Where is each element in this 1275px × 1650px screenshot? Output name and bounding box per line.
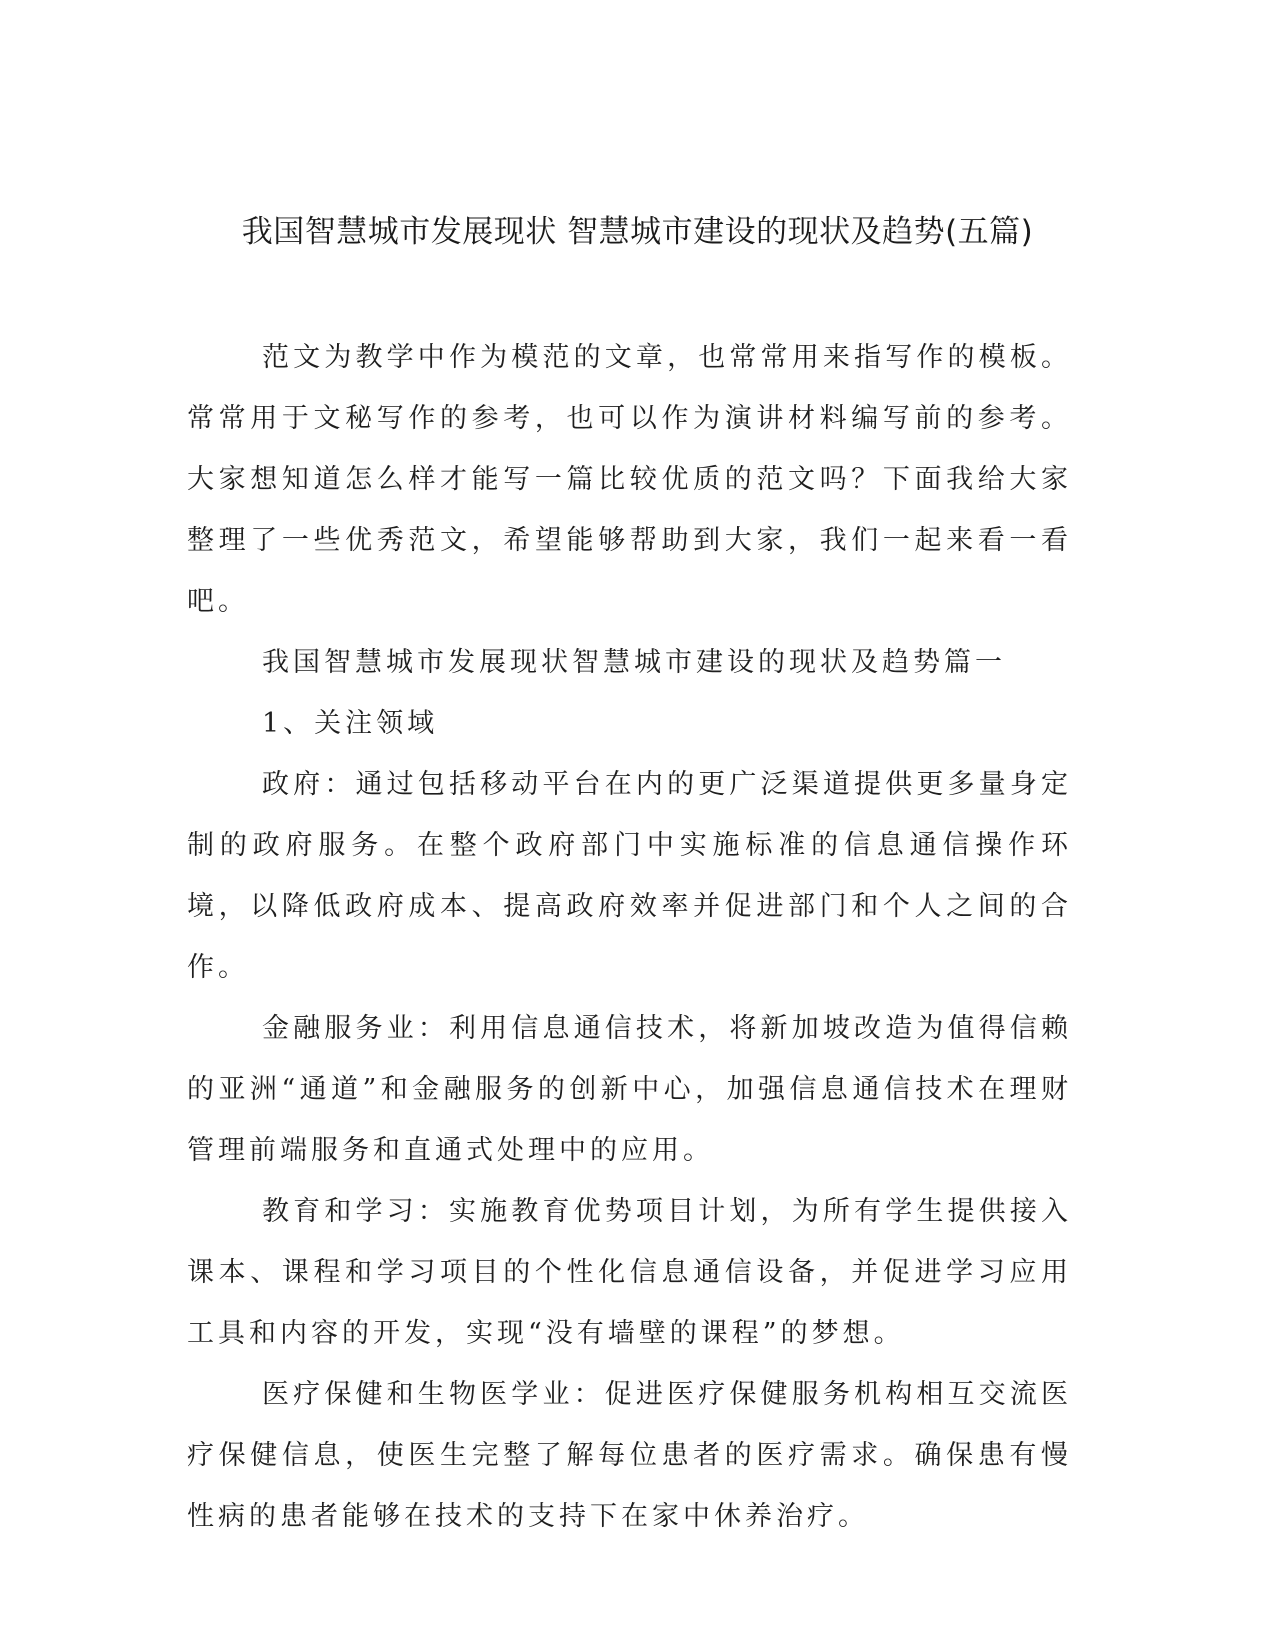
subsection-heading: 1、关注领域 [262, 708, 439, 739]
document-title: 我国智慧城市发展现状 智慧城市建设的现状及趋势(五篇) [241, 214, 1034, 250]
healthcare-paragraph: 医疗保健和生物医学业：促进医疗保健服务机构相互交流医疗保健信息，使医生完整了解每位患者的医疗需求。确保患有慢性病的患者能够在技术的支持下在家中休养治疗。 [187, 1379, 1072, 1532]
education-paragraph: 教育和学习：实施教育优势项目计划，为所有学生提供接入课本、课程和学习项目的个性化信息通信设备，并促进学习应用工具和内容的开发，实现“没有墙壁的课程”的梦想。 [187, 1196, 1072, 1349]
government-paragraph: 政府：通过包括移动平台在内的更广泛渠道提供更多量身定制的政府服务。在整个政府部门中实施标准的信息通信操作环境，以降低政府成本、提高政府效率并促进部门和个人之间的合作。 [187, 769, 1072, 983]
document-body [187, 327, 1072, 1547]
intro-paragraph: 范文为教学中作为模范的文章，也常常用来指写作的模板。常常用于文秘写作的参考，也可以作为演讲材料编写前的参考。大家想知道怎么样才能写一篇比较优质的范文吗？下面我给大家整理了一些优秀范文，希望能够帮助到大家，我们一起来看一看吧。 [187, 342, 1072, 617]
finance-paragraph: 金融服务业：利用信息通信技术，将新加坡改造为值得信赖的亚洲“通道”和金融服务的创新中心，加强信息通信技术在理财管理前端服务和直通式处理中的应用。 [187, 1013, 1072, 1166]
section-heading: 我国智慧城市发展现状智慧城市建设的现状及趋势篇一 [262, 647, 1006, 678]
